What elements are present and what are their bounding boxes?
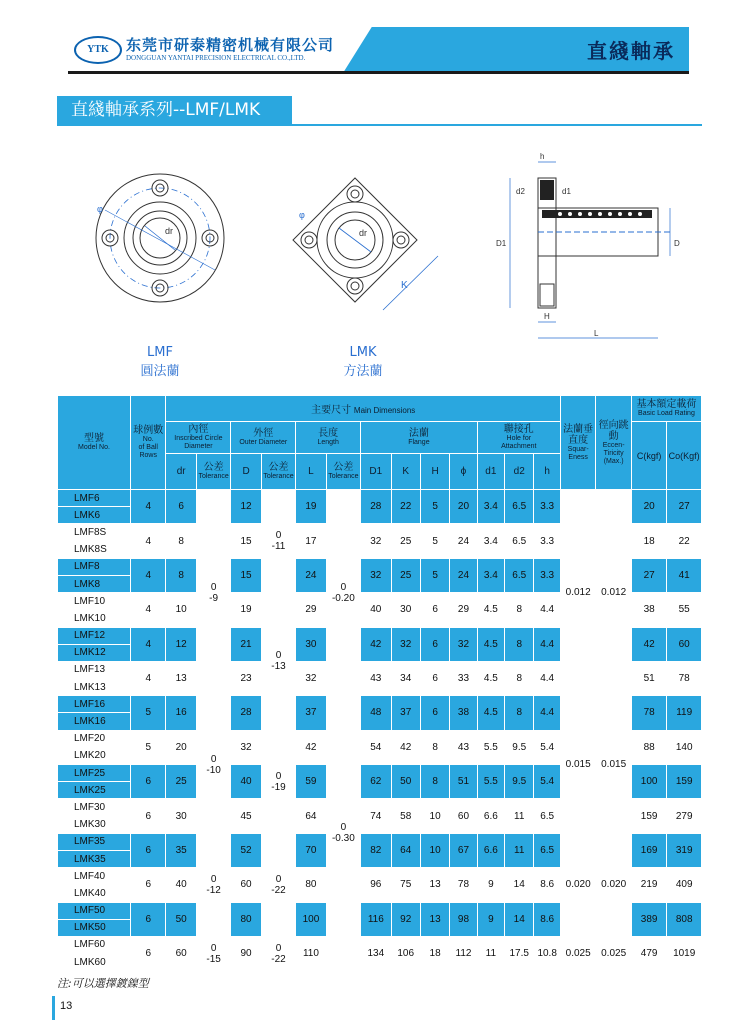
table-row — [58, 936, 702, 953]
main-dims-header: 主要尺寸 Main Dimensions — [166, 396, 560, 422]
cell-h: 6.5 — [534, 799, 560, 833]
cell-d2: 8 — [505, 627, 534, 661]
lmk-k-label: K — [401, 280, 408, 291]
cell-D: 40 — [231, 765, 261, 799]
cell-h: 4.4 — [534, 696, 560, 730]
cell-D: 15 — [231, 558, 261, 592]
col-h: h — [534, 454, 560, 490]
model-lmk: LMK13 — [58, 679, 131, 696]
cell-phi: 24 — [450, 524, 477, 558]
model-lmk: LMK6 — [58, 507, 131, 524]
D-tolerance: 0 -11 — [261, 490, 295, 593]
cell-C: 51 — [631, 661, 666, 695]
cell-dr: 8 — [166, 558, 196, 592]
model-lmf: LMF6 — [58, 490, 131, 507]
col-dr-tol: 公差 Tolerance — [196, 454, 230, 490]
cell-Co: 41 — [667, 558, 702, 592]
cell-Co: 159 — [667, 765, 702, 799]
cell-L: 37 — [296, 696, 326, 730]
model-lmf: LMF20 — [58, 730, 131, 747]
col-D1: D1 — [361, 454, 391, 490]
cell-dr: 20 — [166, 730, 196, 764]
cell-phi: 24 — [450, 558, 477, 592]
cell-H: 5 — [420, 558, 449, 592]
dr-tolerance: 0 -12 — [196, 833, 230, 936]
cell-K: 25 — [391, 524, 420, 558]
cell-phi: 29 — [450, 593, 477, 627]
lmk-phi-label: φ — [299, 210, 305, 220]
dr-tolerance: 0 -15 — [196, 936, 230, 970]
cell-L: 17 — [296, 524, 326, 558]
cell-phi: 60 — [450, 799, 477, 833]
cell-d2: 8 — [505, 661, 534, 695]
cell-d2: 8 — [505, 593, 534, 627]
L-tolerance: 0 -0.20 — [326, 490, 360, 696]
length-header: 長度 Length — [296, 422, 361, 454]
cell-D1: 62 — [361, 765, 391, 799]
cell-Co: 319 — [667, 833, 702, 867]
model-lmk: LMK10 — [58, 610, 131, 627]
model-header: 型號 Model No. — [58, 396, 131, 490]
lmf-dr-label: dr — [165, 226, 174, 236]
cell-D1: 48 — [361, 696, 391, 730]
cell-D: 32 — [231, 730, 261, 764]
cell-K: 30 — [391, 593, 420, 627]
lmf-caption — [130, 345, 190, 379]
cell-D: 23 — [231, 661, 261, 695]
cell-dr: 13 — [166, 661, 196, 695]
cell-K: 64 — [391, 833, 420, 867]
squareness-value: 0.025 — [560, 936, 595, 970]
cell-H: 6 — [420, 593, 449, 627]
cell-dr: 8 — [166, 524, 196, 558]
cell-h: 8.6 — [534, 868, 560, 902]
dim-D: D — [674, 239, 680, 248]
col-D-tol: 公差 Tolerance — [261, 454, 295, 490]
dr-tolerance: 0 -10 — [196, 696, 230, 834]
cell-Co: 119 — [667, 696, 702, 730]
cell-d1: 4.5 — [477, 627, 504, 661]
col-L: L — [296, 454, 326, 490]
cell-D: 15 — [231, 524, 261, 558]
lmf-phi-label: φ — [97, 204, 103, 214]
cell-balls: 6 — [131, 902, 166, 936]
cell-h: 4.4 — [534, 627, 560, 661]
cell-C: 27 — [631, 558, 666, 592]
side-section-drawing — [490, 150, 700, 350]
cell-dr: 16 — [166, 696, 196, 730]
col-d2: d2 — [505, 454, 534, 490]
L-tolerance: 0 -0.30 — [326, 696, 360, 971]
cell-K: 25 — [391, 558, 420, 592]
cell-D: 45 — [231, 799, 261, 833]
cell-D: 90 — [231, 936, 261, 970]
cell-balls: 4 — [131, 558, 166, 592]
cell-C: 88 — [631, 730, 666, 764]
cell-d2: 11 — [505, 799, 534, 833]
section-title: 直綫軸承系列--LMF/LMK — [57, 96, 292, 124]
cell-h: 6.5 — [534, 833, 560, 867]
cell-d1: 9 — [477, 868, 504, 902]
cell-balls: 6 — [131, 868, 166, 902]
company-name-cn: 东莞市研泰精密机械有限公司 — [126, 36, 335, 54]
cell-H: 10 — [420, 833, 449, 867]
model-lmk: LMK12 — [58, 644, 131, 661]
cell-balls: 6 — [131, 833, 166, 867]
model-lmf: LMF13 — [58, 661, 131, 678]
lmf-name: LMF — [147, 345, 173, 360]
model-lmf: LMF12 — [58, 627, 131, 644]
cell-K: 92 — [391, 902, 420, 936]
cell-K: 50 — [391, 765, 420, 799]
model-lmf: LMF50 — [58, 902, 131, 919]
cell-d1: 4.5 — [477, 593, 504, 627]
cell-K: 42 — [391, 730, 420, 764]
lmk-square-flange-drawing — [283, 170, 443, 330]
cell-phi: 32 — [450, 627, 477, 661]
cell-D: 28 — [231, 696, 261, 730]
cell-d2: 17.5 — [505, 936, 534, 970]
cell-d1: 3.4 — [477, 524, 504, 558]
cell-h: 10.8 — [534, 936, 560, 970]
page-title: 直綫軸承 — [587, 39, 675, 63]
squareness-value: 0.020 — [560, 833, 595, 936]
cell-K: 106 — [391, 936, 420, 970]
cell-dr: 25 — [166, 765, 196, 799]
model-lmf: LMF10 — [58, 593, 131, 610]
page-header — [68, 27, 689, 71]
cell-phi: 38 — [450, 696, 477, 730]
cell-phi: 51 — [450, 765, 477, 799]
cell-K: 34 — [391, 661, 420, 695]
D-tolerance: 0 -13 — [261, 593, 295, 731]
cell-C: 20 — [631, 490, 666, 524]
model-lmf: LMF60 — [58, 936, 131, 953]
company-name-en: DONGGUAN YANTAI PRECISION ELECTRICAL CO.,LTD. — [126, 54, 306, 62]
cell-D1: 54 — [361, 730, 391, 764]
cell-phi: 33 — [450, 661, 477, 695]
squareness-header: 法蘭垂直度 Squar- Eness — [560, 396, 595, 490]
cell-Co: 1019 — [667, 936, 702, 970]
cell-phi: 20 — [450, 490, 477, 524]
cell-balls: 6 — [131, 799, 166, 833]
D-tolerance: 0 -22 — [261, 936, 295, 970]
cell-D1: 42 — [361, 627, 391, 661]
outer-dia-header: 外徑 Outer Diameter — [231, 422, 296, 454]
dim-d1: d1 — [562, 187, 571, 196]
model-lmf: LMF25 — [58, 765, 131, 782]
cell-L: 24 — [296, 558, 326, 592]
cell-D: 52 — [231, 833, 261, 867]
lmk-caption — [333, 345, 393, 379]
cell-H: 10 — [420, 799, 449, 833]
cell-D1: 116 — [361, 902, 391, 936]
col-H: H — [420, 454, 449, 490]
cell-balls: 6 — [131, 936, 166, 970]
cell-D: 21 — [231, 627, 261, 661]
cell-Co: 60 — [667, 627, 702, 661]
model-lmf: LMF35 — [58, 833, 131, 850]
col-phi: ϕ — [450, 454, 477, 490]
cell-L: 64 — [296, 799, 326, 833]
model-lmk: LMK30 — [58, 816, 131, 833]
cell-h: 4.4 — [534, 593, 560, 627]
inner-dia-header: 內徑 Inscribed Circle Diameter — [166, 422, 231, 454]
cell-H: 5 — [420, 490, 449, 524]
cell-h: 5.4 — [534, 730, 560, 764]
col-dr: dr — [166, 454, 196, 490]
cell-C: 100 — [631, 765, 666, 799]
cell-d2: 9.5 — [505, 765, 534, 799]
cell-L: 42 — [296, 730, 326, 764]
model-lmk: LMK8S — [58, 541, 131, 558]
cell-D1: 28 — [361, 490, 391, 524]
cell-h: 5.4 — [534, 765, 560, 799]
cell-Co: 808 — [667, 902, 702, 936]
cell-balls: 4 — [131, 490, 166, 524]
cell-H: 13 — [420, 868, 449, 902]
cell-d2: 14 — [505, 902, 534, 936]
lmf-subtitle: 圓法蘭 — [140, 364, 180, 379]
cell-dr: 40 — [166, 868, 196, 902]
spec-table — [57, 395, 702, 971]
cell-phi: 43 — [450, 730, 477, 764]
cell-Co: 27 — [667, 490, 702, 524]
cell-Co: 55 — [667, 593, 702, 627]
table-row — [58, 490, 702, 507]
cell-dr: 30 — [166, 799, 196, 833]
cell-d2: 8 — [505, 696, 534, 730]
cell-D1: 40 — [361, 593, 391, 627]
col-D: D — [231, 454, 261, 490]
cell-D1: 32 — [361, 558, 391, 592]
cell-d2: 11 — [505, 833, 534, 867]
cell-d2: 14 — [505, 868, 534, 902]
cell-dr: 35 — [166, 833, 196, 867]
cell-d1: 6.6 — [477, 833, 504, 867]
squareness-value: 0.012 — [560, 490, 595, 696]
section-rule — [57, 124, 702, 126]
cell-Co: 78 — [667, 661, 702, 695]
cell-d2: 9.5 — [505, 730, 534, 764]
cell-H: 13 — [420, 902, 449, 936]
col-d1: d1 — [477, 454, 504, 490]
cell-balls: 5 — [131, 696, 166, 730]
cell-h: 8.6 — [534, 902, 560, 936]
lmf-round-flange-drawing — [85, 160, 235, 310]
hole-header: 聯接孔 Hole for Attachment — [477, 422, 560, 454]
model-lmk: LMK25 — [58, 782, 131, 799]
cell-Co: 279 — [667, 799, 702, 833]
cell-h: 3.3 — [534, 524, 560, 558]
cell-L: 70 — [296, 833, 326, 867]
dim-h: h — [540, 152, 545, 161]
model-lmf: LMF8 — [58, 558, 131, 575]
cell-Co: 140 — [667, 730, 702, 764]
cell-balls: 4 — [131, 627, 166, 661]
cell-h: 3.3 — [534, 490, 560, 524]
cell-C: 479 — [631, 936, 666, 970]
dim-L: L — [594, 329, 599, 338]
model-lmk: LMK40 — [58, 885, 131, 902]
eccentricity-value: 0.012 — [596, 490, 631, 696]
col-K: K — [391, 454, 420, 490]
cell-D: 80 — [231, 902, 261, 936]
cell-h: 4.4 — [534, 661, 560, 695]
cell-d1: 5.5 — [477, 730, 504, 764]
load-rating-header: 基本額定載荷 Basic Load Rating — [631, 396, 701, 422]
cell-K: 22 — [391, 490, 420, 524]
model-lmf: LMF8S — [58, 524, 131, 541]
cell-D1: 32 — [361, 524, 391, 558]
cell-D1: 43 — [361, 661, 391, 695]
cell-H: 8 — [420, 730, 449, 764]
cell-d1: 3.4 — [477, 490, 504, 524]
cell-L: 110 — [296, 936, 326, 970]
cell-D1: 82 — [361, 833, 391, 867]
col-Co: Co(Kgf) — [667, 422, 702, 490]
cell-d1: 6.6 — [477, 799, 504, 833]
eccentricity-value: 0.020 — [596, 833, 631, 936]
cell-L: 19 — [296, 490, 326, 524]
cell-D: 12 — [231, 490, 261, 524]
cell-d2: 6.5 — [505, 524, 534, 558]
cell-d2: 6.5 — [505, 558, 534, 592]
cell-D1: 74 — [361, 799, 391, 833]
cell-balls: 4 — [131, 661, 166, 695]
cell-H: 6 — [420, 661, 449, 695]
cell-dr: 10 — [166, 593, 196, 627]
cell-K: 75 — [391, 868, 420, 902]
cell-balls: 6 — [131, 765, 166, 799]
cell-Co: 22 — [667, 524, 702, 558]
dim-d2: d2 — [516, 187, 525, 196]
cell-balls: 4 — [131, 524, 166, 558]
cell-L: 80 — [296, 868, 326, 902]
balls-header: 球例數 No. of Ball Rows — [131, 396, 166, 490]
cell-D: 60 — [231, 868, 261, 902]
D-tolerance: 0 -22 — [261, 833, 295, 936]
cell-d2: 6.5 — [505, 490, 534, 524]
cell-C: 38 — [631, 593, 666, 627]
cell-phi: 98 — [450, 902, 477, 936]
squareness-value: 0.015 — [560, 696, 595, 834]
eccentricity-value: 0.025 — [596, 936, 631, 970]
model-lmk: LMK16 — [58, 713, 131, 730]
cell-L: 59 — [296, 765, 326, 799]
model-lmk: LMK8 — [58, 575, 131, 592]
cell-K: 58 — [391, 799, 420, 833]
dim-H: H — [544, 312, 550, 321]
cell-D: 19 — [231, 593, 261, 627]
dim-D1: D1 — [496, 239, 507, 248]
cell-balls: 4 — [131, 593, 166, 627]
cell-dr: 6 — [166, 490, 196, 524]
table-row — [58, 696, 702, 713]
cell-d1: 3.4 — [477, 558, 504, 592]
cell-phi: 78 — [450, 868, 477, 902]
cell-d1: 4.5 — [477, 661, 504, 695]
col-L-tol: 公差 Tolerance — [326, 454, 360, 490]
cell-dr: 50 — [166, 902, 196, 936]
lmk-subtitle: 方法蘭 — [343, 364, 383, 379]
cell-d1: 9 — [477, 902, 504, 936]
lmk-dr-label: dr — [359, 228, 368, 238]
lmk-name: LMK — [349, 345, 377, 360]
table-row — [58, 833, 702, 850]
model-lmf: LMF40 — [58, 868, 131, 885]
cell-C: 169 — [631, 833, 666, 867]
model-lmk: LMK20 — [58, 747, 131, 764]
cell-D1: 134 — [361, 936, 391, 970]
cell-K: 32 — [391, 627, 420, 661]
model-lmk: LMK60 — [58, 954, 131, 971]
cell-D1: 96 — [361, 868, 391, 902]
cell-L: 29 — [296, 593, 326, 627]
D-tolerance: 0 -19 — [261, 730, 295, 833]
cell-C: 389 — [631, 902, 666, 936]
spec-table-body — [58, 490, 702, 971]
cell-K: 37 — [391, 696, 420, 730]
header-rule — [68, 71, 689, 74]
page-number-bar — [52, 996, 55, 1020]
footnote: 注:可以選擇鍍鎳型 — [57, 977, 149, 990]
cell-L: 100 — [296, 902, 326, 936]
cell-C: 219 — [631, 868, 666, 902]
cell-balls: 5 — [131, 730, 166, 764]
cell-phi: 67 — [450, 833, 477, 867]
cell-C: 78 — [631, 696, 666, 730]
cell-h: 3.3 — [534, 558, 560, 592]
col-C: C(kgf) — [631, 422, 666, 490]
company-logo: YTK — [74, 36, 122, 64]
dr-tolerance: 0 -9 — [196, 490, 230, 696]
model-lmk: LMK35 — [58, 850, 131, 867]
cell-d1: 11 — [477, 936, 504, 970]
cell-phi: 112 — [450, 936, 477, 970]
cell-C: 42 — [631, 627, 666, 661]
model-lmf: LMF16 — [58, 696, 131, 713]
eccentricity-header: 徑向跳動 Eccen- Tiricity (Max.) — [596, 396, 631, 490]
model-lmk: LMK50 — [58, 919, 131, 936]
page-number: 13 — [60, 1000, 73, 1012]
cell-dr: 60 — [166, 936, 196, 970]
flange-header: 法蘭 Flange — [361, 422, 478, 454]
cell-L: 30 — [296, 627, 326, 661]
cell-C: 159 — [631, 799, 666, 833]
cell-H: 18 — [420, 936, 449, 970]
cell-dr: 12 — [166, 627, 196, 661]
cell-H: 8 — [420, 765, 449, 799]
cell-L: 32 — [296, 661, 326, 695]
cell-Co: 409 — [667, 868, 702, 902]
cell-C: 18 — [631, 524, 666, 558]
eccentricity-value: 0.015 — [596, 696, 631, 834]
cell-d1: 4.5 — [477, 696, 504, 730]
model-lmf: LMF30 — [58, 799, 131, 816]
cell-d1: 5.5 — [477, 765, 504, 799]
cell-H: 6 — [420, 696, 449, 730]
cell-H: 6 — [420, 627, 449, 661]
cell-H: 5 — [420, 524, 449, 558]
